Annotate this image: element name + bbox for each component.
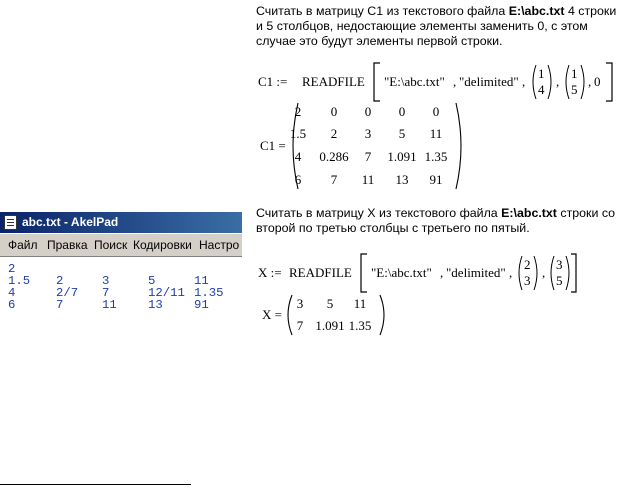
text-token: 2/7: [56, 286, 79, 300]
text-token: 4: [8, 286, 16, 300]
section2-line1: Считать в матрицу X из текстового файла E:\abc.txt строки со: [256, 206, 616, 220]
section2-description: [256, 206, 640, 236]
menu-encodings[interactable]: Кодировки: [133, 238, 192, 252]
text-editor[interactable]: [0, 257, 242, 338]
text-token: 7: [102, 286, 110, 300]
matrix-cell: 0: [364, 104, 372, 119]
matrix-cell: 3: [364, 126, 372, 141]
matrix-cell: 1.091: [387, 149, 417, 164]
text-token: 1.35: [194, 286, 224, 300]
formula2-func: READFILE: [289, 265, 352, 280]
notepad-icon: [4, 215, 17, 230]
section1-description: [256, 4, 640, 49]
matrix-cell: 0.286: [319, 149, 349, 164]
cols-vector-top: 3: [556, 257, 563, 272]
cols-vector-bottom: 5: [556, 273, 563, 288]
text-token: 2: [56, 274, 64, 288]
window-title: abc.txt - AkelPad: [22, 215, 119, 229]
matrix-cell: 11: [353, 296, 367, 311]
matrix-cell: 0: [398, 104, 406, 119]
formula2-mode: "delimited": [446, 265, 506, 280]
bracket-right: [570, 253, 578, 293]
text-token: 2: [8, 262, 16, 276]
menu-edit[interactable]: Правка: [47, 238, 88, 252]
formula2-lhs: X :=: [258, 265, 282, 280]
matrix-cell: 2: [294, 104, 302, 119]
section2-line2: второй по третью столбцы с третьего по пятый.: [256, 221, 530, 235]
bracket-left: [372, 62, 382, 102]
matrix-cell: 3: [296, 296, 304, 311]
matrix-cell: 2: [330, 126, 338, 141]
file-name: E:\abc.txt: [508, 4, 565, 18]
text-token: 11: [102, 298, 117, 312]
text-token: 1.5: [8, 274, 31, 288]
result-matrix-c1: [258, 102, 478, 190]
result1-lhs: C1 =: [260, 138, 286, 153]
text-token: 6: [8, 298, 16, 312]
matrix-cell: 4: [294, 149, 302, 164]
window-titlebar[interactable]: [0, 212, 242, 233]
bracket-left: [359, 253, 369, 293]
formula1-fill: 0: [594, 74, 601, 89]
rows-vector-bottom: 3: [524, 273, 531, 288]
section1-line1: Считать в матрицу С1 из текстового файла E:\abc.txt 4 строки: [256, 4, 617, 18]
footnote-divider: [0, 484, 191, 485]
akelpad-window: [0, 212, 242, 338]
formula1-filename: "E:\abc.txt": [384, 74, 445, 89]
bracket-right: [604, 62, 614, 102]
formula1-mode: "delimited": [459, 74, 519, 89]
section1-line2: и 5 столбцов, недостающие элементы заменить 0, с этом: [256, 19, 588, 33]
matrix-cell: 7: [296, 318, 304, 333]
formula-readfile-c1: C1 := READFILE "E:\abc.txt" , "delimited" , 1 4 , 1 5 , 0: [258, 62, 638, 102]
matrix-cell: 5: [326, 296, 334, 311]
formula1-lhs: C1 :=: [258, 74, 288, 89]
matrix-cell: 1.5: [289, 126, 307, 141]
menu-settings[interactable]: Настро: [199, 238, 240, 252]
text-token: 5: [148, 274, 156, 288]
cols-vector-bottom: 5: [571, 82, 578, 97]
matrix-cell: 6: [294, 172, 302, 187]
matrix-cell: 7: [364, 149, 372, 164]
formula1-func: READFILE: [302, 74, 365, 89]
matrix-cell: 13: [395, 172, 409, 187]
text-token: 3: [102, 274, 110, 288]
matrix-cell: 11: [429, 126, 443, 141]
text-token: 12/11: [148, 286, 185, 300]
menu-search[interactable]: Поиск: [94, 238, 128, 252]
matrix-cell: 0: [432, 104, 440, 119]
text-token: 7: [56, 298, 64, 312]
text-token: 91: [194, 298, 209, 312]
menu-file[interactable]: Файл: [8, 238, 38, 252]
rows-vector-top: 1: [538, 66, 545, 81]
text-token: 13: [148, 298, 163, 312]
text-token: 11: [194, 274, 209, 288]
matrix-cell: 0: [330, 104, 338, 119]
rows-vector-bottom: 4: [538, 82, 545, 97]
matrix-cell: 5: [398, 126, 406, 141]
menu-bar: [0, 234, 242, 257]
matrix-cell: 1.35: [348, 318, 372, 333]
matrix-cell: 1.091: [315, 318, 345, 333]
cols-vector-top: 1: [571, 66, 578, 81]
formula-readfile-x: X := READFILE "E:\abc.txt" , "delimited" , 2 3 , 3 5: [258, 253, 578, 293]
matrix-cell: 91: [429, 172, 443, 187]
formula2-filename: "E:\abc.txt": [371, 265, 432, 280]
file-name: E:\abc.txt: [501, 206, 557, 220]
matrix-cell: 11: [361, 172, 375, 187]
matrix-cell: 7: [330, 172, 338, 187]
matrix-cell: 1.35: [424, 149, 448, 164]
section1-line3: случае это будут элементы первой строки.: [256, 34, 503, 48]
result-matrix-x: [258, 294, 398, 336]
rows-vector-top: 2: [524, 257, 531, 272]
result2-lhs: X =: [262, 307, 282, 322]
